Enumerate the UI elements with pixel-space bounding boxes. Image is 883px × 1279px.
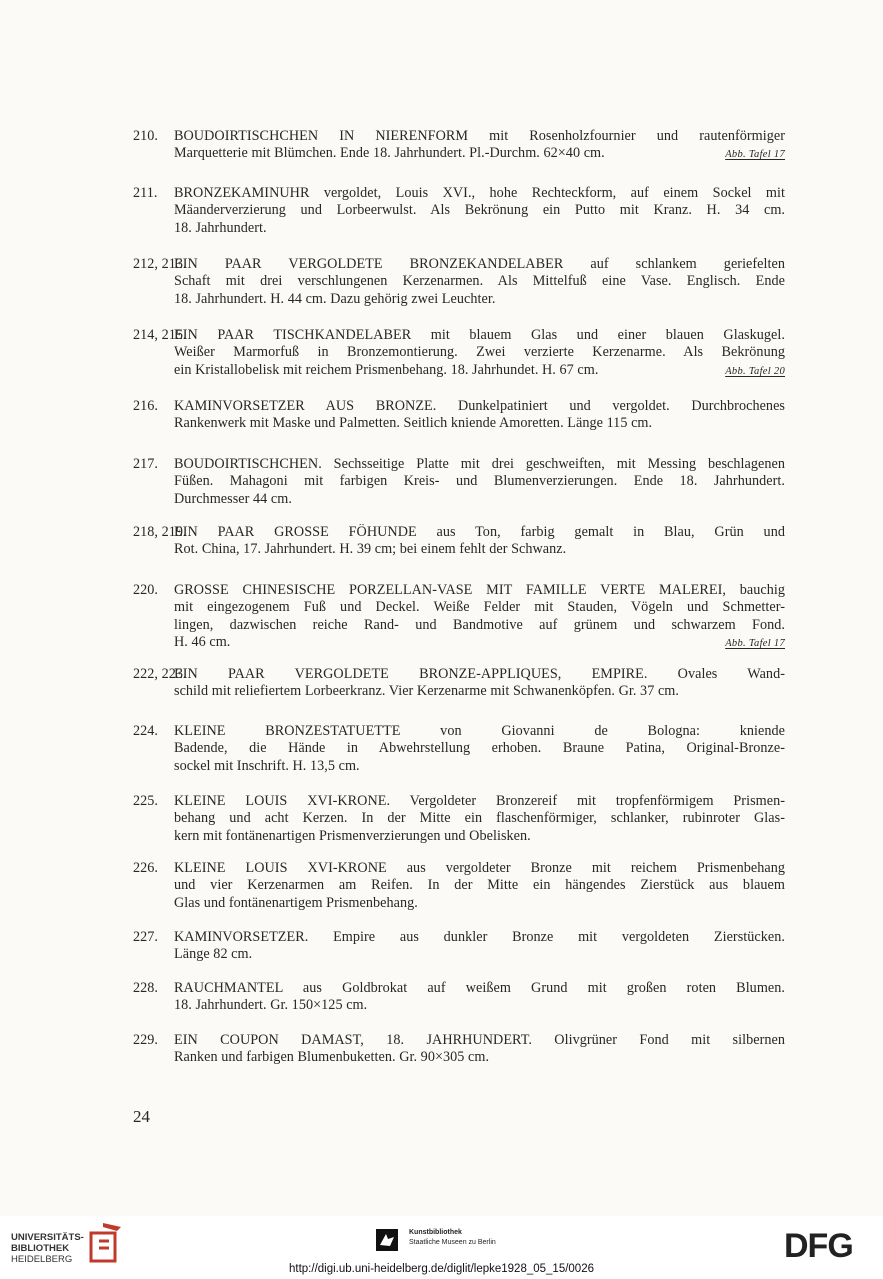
catalog-entry: [133, 1032, 785, 1067]
dfg-logo[interactable]: DFG: [784, 1227, 853, 1265]
entry-line: Schaft mit drei verschlungenen Kerzenarmen. Als Mittelfuß eine Vase. Englisch. Ende: [174, 273, 785, 290]
kunstbibliothek-label[interactable]: [409, 1228, 496, 1248]
kb-line-1: Kunstbibliothek: [409, 1229, 462, 1236]
entry-description: [174, 398, 785, 433]
plate-reference: Abb. Tafel 17: [725, 638, 785, 650]
entry-number: 216.: [133, 398, 159, 414]
entry-number: 229.: [133, 1032, 159, 1048]
catalog-entry: [133, 582, 785, 653]
entry-number: 212, 213.: [133, 256, 187, 272]
entry-number: 220.: [133, 582, 159, 598]
catalog-entry: [133, 793, 785, 845]
entry-description: [174, 456, 785, 508]
entry-line: EIN PAAR VERGOLDETE BRONZE-APPLIQUES, EMPIRE. Ovales Wand-: [174, 666, 785, 682]
entry-line: 18. Jahrhundert. Gr. 150×125 cm.: [174, 997, 368, 1014]
catalog-entry: [133, 128, 785, 164]
entry-line-with-reference: [174, 634, 785, 652]
catalog-entry: [133, 327, 785, 380]
entry-line: Rankenwerk mit Maske und Palmetten. Seitlich kniende Amoretten. Länge 115 cm.: [174, 415, 653, 432]
entry-line: 18. Jahrhundert. H. 44 cm. Dazu gehörig zwei Leuchter.: [174, 290, 496, 307]
entry-line: BOUDOIRTISCHCHEN. Sechsseitige Platte mit drei geschweiften, mit Messing beschlagenen: [174, 456, 785, 472]
entry-line: Ranken und farbigen Blumenbuketten. Gr. 90×305 cm.: [174, 1049, 490, 1066]
entry-line: und vier Kerzenarmen am Reifen. In der Mitte ein hängendes Zierstück aus blauem: [174, 877, 785, 894]
entry-line: Mäanderverzierung und Lorbeerwulst. Als Bekrönung ein Putto mit Kranz. H. 34 cm.: [174, 202, 785, 219]
entry-line: BRONZEKAMINUHR vergoldet, Louis XVI., hohe Rechteckform, auf einem Sockel mit: [174, 185, 785, 201]
entry-line: EIN PAAR TISCHKANDELABER mit blauem Glas und einer blauen Glaskugel.: [174, 327, 785, 343]
catalog-entry: [133, 666, 785, 701]
entry-line: Badende, die Hände in Abwehrstellung erhoben. Braune Patina, Original-Bronze-: [174, 740, 785, 757]
catalog-entry: [133, 524, 785, 559]
kb-line-2: Staatliche Museen zu Berlin: [409, 1239, 496, 1246]
entry-number: 228.: [133, 980, 159, 996]
catalog-entry: [133, 929, 785, 964]
uni-line-3: HEIDELBERG: [11, 1254, 73, 1265]
heidelberg-library-label[interactable]: [11, 1232, 84, 1265]
entry-line: BOUDOIRTISCHCHEN IN NIERENFORM mit Rosenholzfournier und rautenförmiger: [174, 128, 785, 144]
entry-description: [174, 929, 785, 964]
uni-line-1: UNIVERSITÄTS-: [11, 1232, 84, 1243]
page-number: 24: [133, 1107, 150, 1126]
uni-line-2: BIBLIOTHEK: [11, 1243, 70, 1254]
entry-line: GROSSE CHINESISCHE PORZELLAN-VASE MIT FAMILLE VERTE MALEREI, bauchig: [174, 582, 785, 598]
catalog-entry: [133, 256, 785, 308]
entry-line: KLEINE LOUIS XVI-KRONE aus vergoldeter Bronze mit reichem Prismenbehang: [174, 860, 785, 876]
plate-reference: Abb. Tafel 20: [725, 365, 785, 377]
entry-line: Marquetterie mit Blümchen. Ende 18. Jahrhundert. Pl.-Durchm. 62×40 cm.: [174, 145, 605, 162]
entry-description: [174, 980, 785, 1015]
entry-line-with-reference: [174, 362, 785, 380]
entry-description: [174, 582, 785, 653]
entry-line-with-reference: [174, 145, 785, 163]
catalog-entry: [133, 456, 785, 508]
entry-line: sockel mit Inschrift. H. 13,5 cm.: [174, 757, 360, 774]
entry-line: RAUCHMANTEL aus Goldbrokat auf weißem Grund mit großen roten Blumen.: [174, 980, 785, 996]
entry-line: Länge 82 cm.: [174, 946, 253, 963]
entry-line: schild mit reliefiertem Lorbeerkranz. Vier Kerzenarme mit Schwanenköpfen. Gr. 37 cm.: [174, 683, 679, 700]
catalog-entry: [133, 860, 785, 912]
kunstbibliothek-logo-icon[interactable]: [376, 1229, 398, 1251]
entry-line: ein Kristallobelisk mit reichem Prismenbehang. 18. Jahrhundet. H. 67 cm.: [174, 361, 599, 378]
entry-description: [174, 666, 785, 701]
entry-line: Rot. China, 17. Jahrhundert. H. 39 cm; bei einem fehlt der Schwanz.: [174, 541, 567, 558]
entry-line: Füßen. Mahagoni mit farbigen Kreis- und Blumenverzierungen. Ende 18. Jahrhundert.: [174, 473, 785, 490]
entry-number: 211.: [133, 185, 158, 201]
entry-line: EIN PAAR GROSSE FÔHUNDE aus Ton, farbig gemalt in Blau, Grün und: [174, 524, 785, 540]
entry-description: [174, 860, 785, 912]
entry-line: Durchmesser 44 cm.: [174, 490, 292, 507]
entry-description: [174, 723, 785, 775]
entry-description: [174, 1032, 785, 1067]
entry-number: 224.: [133, 723, 159, 739]
catalog-entry: [133, 185, 785, 237]
entry-line: 18. Jahrhundert.: [174, 219, 267, 236]
entry-number: 217.: [133, 456, 159, 472]
entry-line: KLEINE BRONZESTATUETTE von Giovanni de Bologna: kniende: [174, 723, 785, 739]
entry-description: [174, 327, 785, 380]
catalog-entry: [133, 980, 785, 1015]
entry-line: Glas und fontänenartigem Prismenbehang.: [174, 894, 418, 911]
entry-line: mit eingezogenem Fuß und Deckel. Weiße Felder mit Stauden, Vögeln und Schmetter-: [174, 599, 785, 616]
entry-number: 214, 215.: [133, 327, 187, 343]
entry-line: KLEINE LOUIS XVI-KRONE. Vergoldeter Bronzereif mit tropfenförmigem Prismen-: [174, 793, 785, 809]
entry-number: 226.: [133, 860, 159, 876]
entry-description: [174, 256, 785, 308]
entry-line: KAMINVORSETZER AUS BRONZE. Dunkelpatiniert und vergoldet. Durchbrochenes: [174, 398, 785, 414]
entry-line: EIN PAAR VERGOLDETE BRONZEKANDELABER auf schlankem geriefelten: [174, 256, 785, 272]
entry-line: EIN COUPON DAMAST, 18. JAHRHUNDERT. Olivgrüner Fond mit silbernen: [174, 1032, 785, 1048]
entry-line: Weißer Marmorfuß in Bronzemontierung. Zwei verzierte Kerzenarme. Als Bekrönung: [174, 344, 785, 361]
plate-reference: Abb. Tafel 17: [725, 149, 785, 161]
entry-line: KAMINVORSETZER. Empire aus dunkler Bronze mit vergoldeten Zierstücken.: [174, 929, 785, 945]
entry-line: kern mit fontänenartigen Prismenverzierungen und Obelisken.: [174, 827, 531, 844]
entry-number: 210.: [133, 128, 159, 144]
entry-line: H. 46 cm.: [174, 634, 231, 651]
entry-description: [174, 793, 785, 845]
entry-description: [174, 128, 785, 164]
entry-description: [174, 185, 785, 237]
entry-line: behang und acht Kerzen. In der Mitte ein flaschenförmiger, schlanker, rubinroter Glas-: [174, 810, 785, 827]
catalog-entry: [133, 398, 785, 433]
entry-description: [174, 524, 785, 559]
entry-number: 227.: [133, 929, 159, 945]
permalink-url[interactable]: http://digi.ub.uni-heidelberg.de/diglit/lepke1928_05_15/0026: [289, 1263, 594, 1275]
footer-bar: [0, 1216, 883, 1279]
heidelberg-logo-icon[interactable]: [89, 1221, 123, 1263]
entry-number: 218, 219.: [133, 524, 187, 540]
entry-number: 225.: [133, 793, 159, 809]
catalog-entry: [133, 723, 785, 775]
entry-number: 222, 223.: [133, 666, 187, 682]
entry-line: lingen, dazwischen reiche Rand- und Bandmotive auf grünem und schwarzem Fond.: [174, 616, 785, 633]
